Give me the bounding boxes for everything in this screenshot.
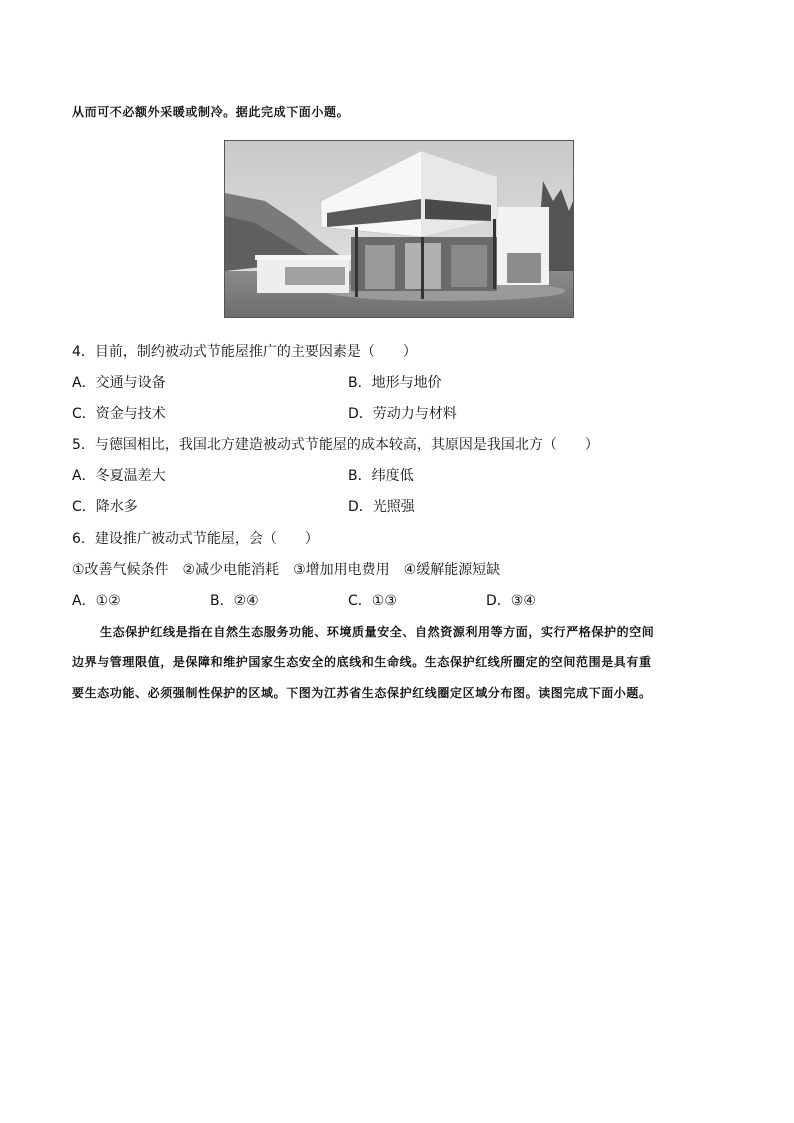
passage2-line1: 生态保护红线是指在自然生态服务功能、环境质量安全、自然资源利用等方面，实行严格保护的空间 [100,625,655,639]
q6-option-c[interactable]: C．①③ [348,593,397,609]
q6-option-d[interactable]: D．③④ [486,593,536,609]
q4-option-a[interactable]: A．交通与设备 [72,375,166,391]
house-photo [224,140,574,318]
q4-option-d[interactable]: D．劳动力与材料 [348,406,457,422]
q5-option-b[interactable]: B．纬度低 [348,468,414,484]
q5-option-c[interactable]: C．降水多 [72,499,138,515]
q6-option-a[interactable]: A．①② [72,593,121,609]
passage2-line3: 要生态功能、必须强制性保护的区域。下图为江苏省生态保护红线圈定区域分布图。读图完成下面小题。 [72,686,652,700]
q5-option-a[interactable]: A．冬夏温差大 [72,468,166,484]
q6-stem: 6．建设推广被动式节能屋，会（ ） [72,531,319,547]
q5-option-d[interactable]: D．光照强 [348,499,415,515]
q4-option-c[interactable]: C．资金与技术 [72,406,166,422]
passage2-line2: 边界与管理限值，是保障和维护国家生态安全的底线和生命线。生态保护红线所圈定的空间范围是具有重 [72,655,652,669]
q6-statements: ①改善气候条件 ②减少电能消耗 ③增加用电费用 ④缓解能源短缺 [72,562,501,578]
intro-tail: 从而可不必额外采暖或制冷。据此完成下面小题。 [72,105,350,119]
q4-stem: 4．目前，制约被动式节能屋推广的主要因素是（ ） [72,344,417,360]
q6-option-b[interactable]: B．②④ [210,593,259,609]
q4-option-b[interactable]: B．地形与地价 [348,375,442,391]
q5-stem: 5．与德国相比，我国北方建造被动式节能屋的成本较高，其原因是我国北方（ ） [72,437,599,453]
